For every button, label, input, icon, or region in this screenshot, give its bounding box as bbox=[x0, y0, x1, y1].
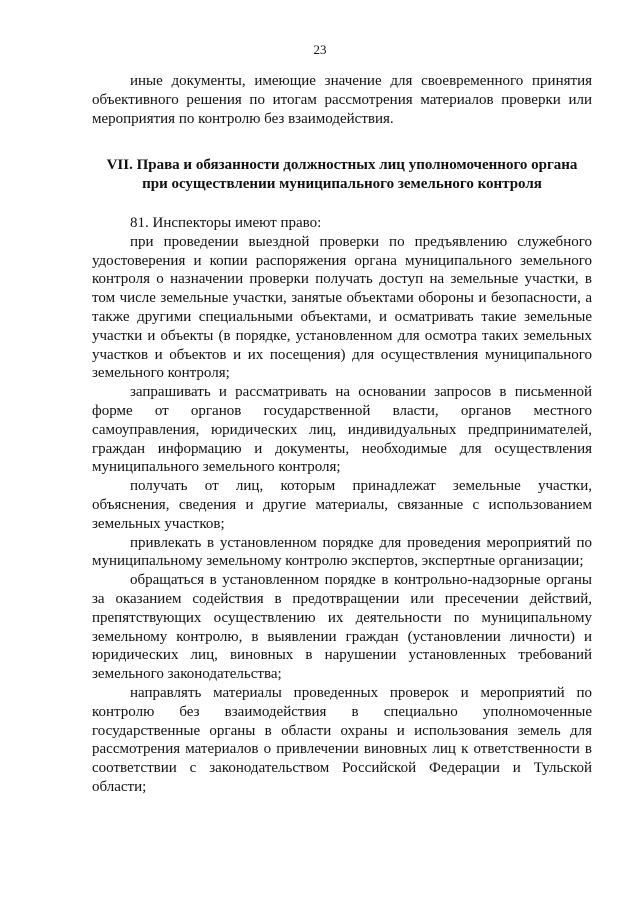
page-number: 23 bbox=[313, 42, 327, 57]
item-intro: 81. Инспекторы имеют право: bbox=[130, 214, 322, 231]
right-paragraph: запрашивать и рассматривать на основании запросов в письменной форме от органов государственной власти, органов местного самоуправления, юридических лиц, индивидуальных предпринимателей, граждан информацию и документы, необходимые для осуществления муниципального земельного контроля; bbox=[92, 384, 592, 476]
right-paragraph: получать от лиц, которым принадлежат земельные участки, объяснения, сведения и другие материалы, связанные с использованием земельных участков; bbox=[92, 478, 592, 532]
right-paragraph: обращаться в установленном порядке в контрольно-надзорные органы за оказанием содействия в предотвращении или пресечении действий, препятствующих осуществлению их деятельности по муниципальному земельному контролю, в выявлении граждан (установлении личности) и юридических лиц, виновных в нарушении установленных требований земельного законодательства; bbox=[92, 572, 592, 683]
paragraph: иные документы, имеющие значение для своевременного принятия объективного решения по итогам рассмотрения материалов проверки или мероприятия по контролю без взаимодействия. bbox=[92, 73, 592, 127]
document-body bbox=[92, 72, 592, 797]
right-paragraph: привлекать в установленном порядке для проведения мероприятий по муниципальному земельному контролю экспертов, экспертные организации; bbox=[92, 534, 592, 570]
section-heading-line: VII. Права и обязанности должностных лиц уполномоченного органа bbox=[106, 157, 578, 174]
right-paragraph: направлять материалы проведенных проверок и мероприятий по контролю без взаимодействия в специально уполномоченные государственные органы в области охраны и использования земель для рассмотрения материалов о привлечении виновных лиц к ответственности в соответствии с законодательством Российской Федерации и Тульской области; bbox=[92, 684, 592, 795]
section-heading bbox=[92, 156, 592, 194]
section-heading-line: при осуществлении муниципального земельного контроля bbox=[142, 176, 542, 193]
right-paragraph: при проведении выездной проверки по предъявлению служебного удостоверения и копии распоряжения органа муниципального земельного контроля о назначении проверки получать доступ на земельные участки, в том числе земельные участки, занятые объектами обороны и безопасности, а также другими специальными объектами, и осматривать такие земельные участки и объекты (в порядке, установленном для осмотра таких земельных участков и объектов и их посещения) для осуществления муниципального земельного контроля; bbox=[92, 233, 592, 382]
